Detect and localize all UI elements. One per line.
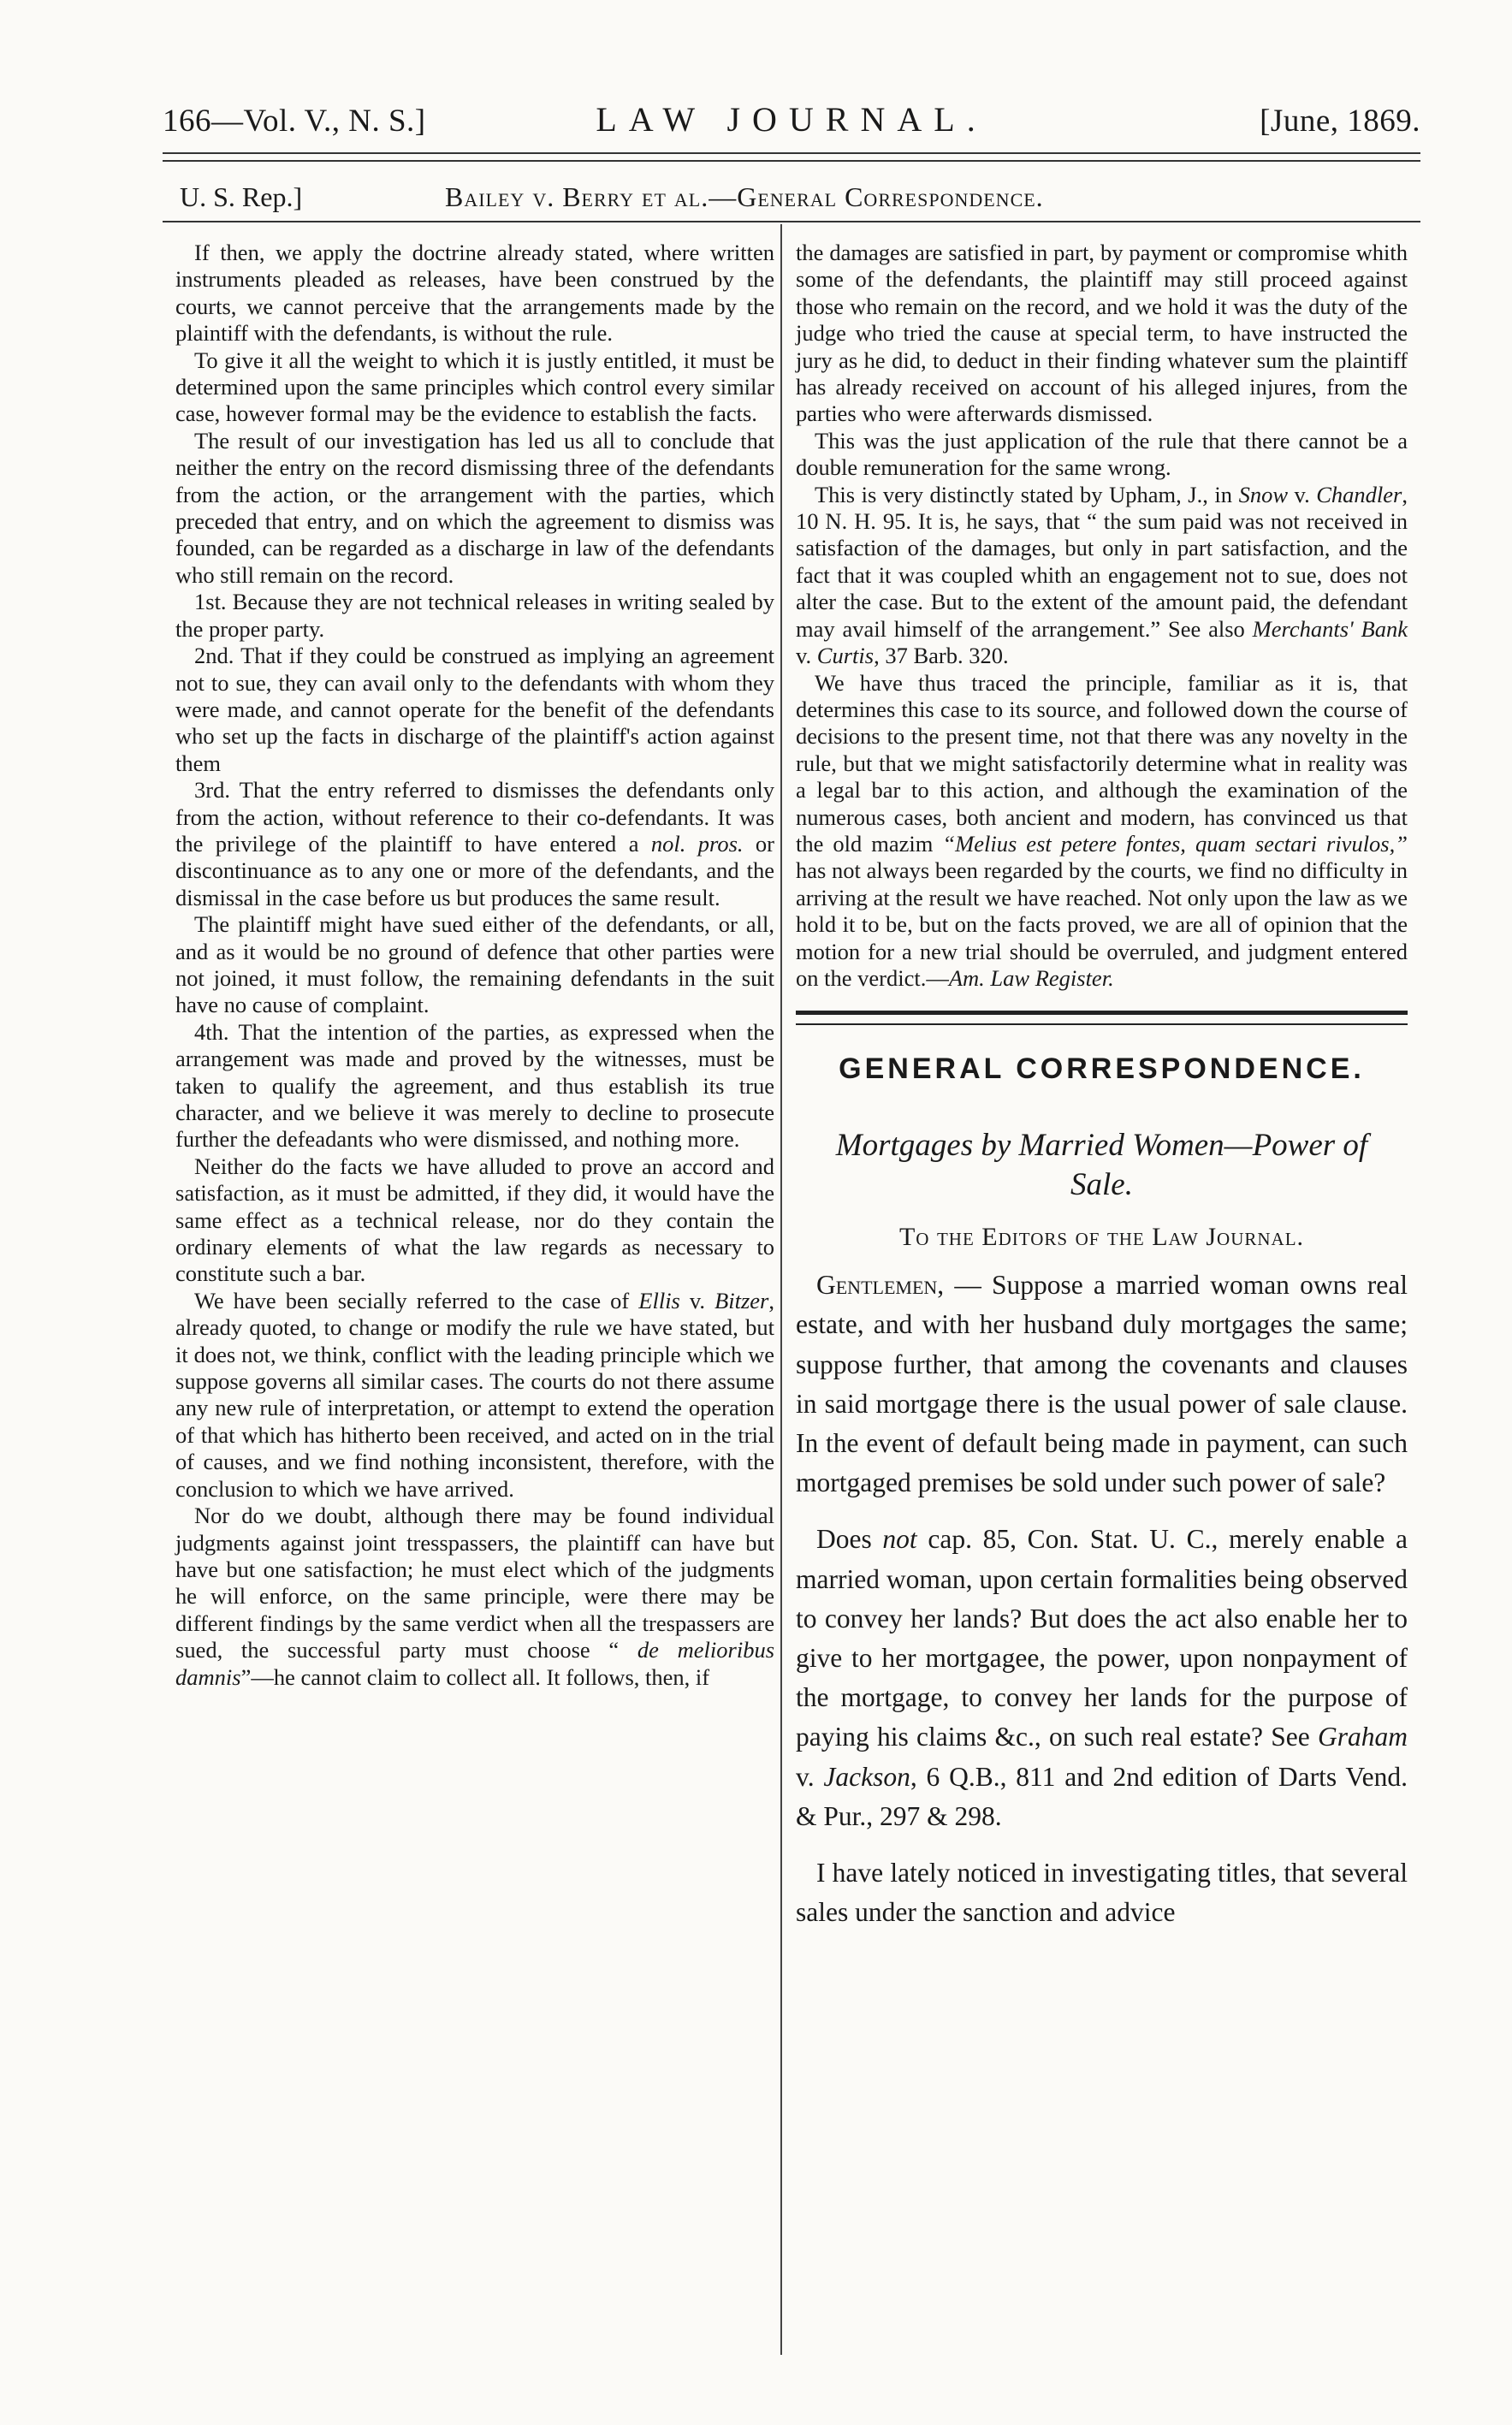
text-run: , 37 Barb. 320. xyxy=(874,643,1009,669)
text-run: has not always been regarded by the courts, we find no difficulty in arriving at the result we have reached. Not only upon the law as we hold it to be, but on the facts proved, we are all of opinion that the motion for a new trial should be overruled, and judgment entered on the verdict.— xyxy=(796,857,1408,991)
italic-run: de melioribus damnis xyxy=(175,1637,775,1690)
article-title: Mortgages by Married Women—Power of Sale. xyxy=(835,1127,1368,1202)
text-run: 3rd. That the entry referred to dismisses the defendants only from the action, without reference to their co-defendants. It was the privilege of the plaintiff to have entered a xyxy=(175,777,774,857)
text-run: v. xyxy=(796,1761,824,1792)
italic-run: Chandler xyxy=(1316,481,1402,507)
paragraph: 4th. That the intention of the parties, as expressed when the arrangement was made and proved by the witnesses, must be taken to qualify the agreement, and thus establish its true character, and we believe it was merely to decline to prosecute further the defeadants who were dismissed, and nothing more. xyxy=(175,1018,774,1153)
section-divider-rule xyxy=(796,1011,1408,1025)
italic-run: Curtis xyxy=(816,643,875,669)
italic-run: Jackson xyxy=(823,1761,910,1792)
italic-run: Ellis xyxy=(638,1287,680,1313)
right-column xyxy=(796,240,1408,1932)
header-double-rule xyxy=(163,152,1420,162)
page-reference: 166—Vol. V., N. S.] xyxy=(163,104,426,139)
paragraph xyxy=(796,1520,1408,1836)
paragraph xyxy=(796,482,1408,670)
italic-run: nol. pros. xyxy=(650,830,744,857)
journal-title: LAW JOURNAL. xyxy=(596,100,987,139)
text-run: v. xyxy=(679,1287,715,1313)
letter-address: To the Editors of the Law Journal. xyxy=(898,1222,1305,1251)
italic-run: Bitzer xyxy=(714,1287,769,1313)
paragraph xyxy=(175,1288,774,1503)
paragraph: This was the just application of the rule that there cannot be a double remuneration for the same wrong. xyxy=(796,427,1408,481)
text-run: , already quoted, to change or modify the rule we have stated, but it does not, we think, conflict with the leading principle which we suppose governs all similar cases. The courts do not there assume any new rule of interpretation, or attempt to extend the operation of that which has hitherto been received, and acted on in the trial of causes, and we find nothing inconsistent, therefore, with the conclusion to which we have arrived. xyxy=(175,1287,774,1502)
paragraph: the damages are satisfied in part, by payment or compromise whith some of the defendants, the plaintiff may still proceed against those who remain on the record, and we hold it was the duty of the judge who tried the cause at special term, to have instructed the jury as he did, to deduct in their finding whatever sum the plaintiff has already received on account of his alleged injures, from the parties who were afterwards dismissed. xyxy=(796,240,1408,427)
paragraph: The result of our investigation has led us all to conclude that neither the entry on the record dismissing three of the defendants from the action, or the arrangement with the parties, which preceded that entry, and on which the agreement to dismiss was founded, can be regarded as a discharge in law of the defendants who still remain on the record. xyxy=(175,427,774,588)
section-head xyxy=(163,178,1420,216)
letter-body xyxy=(796,1266,1408,1932)
paragraph: To give it all the weight to which it is justly entitled, it must be determined upon the same principles which control every similar case, however formal may be the evidence to establish the facts. xyxy=(175,347,774,427)
paragraph: Neither do the facts we have alluded to prove an accord and satisfaction, as it must be admitted, if they did, it would have the same effect as a technical release, nor do they contain the ordinary elements of what the law regards as necessary to constitute such a bar. xyxy=(175,1153,774,1287)
report-label: U. S. Rep.] xyxy=(180,181,303,212)
salutation: Gentlemen, xyxy=(816,1270,945,1301)
section-heading: GENERAL CORRESPONDENCE. xyxy=(839,1052,1365,1086)
text-run: We have been secially referred to the case of xyxy=(194,1287,639,1313)
paragraph: If then, we apply the doctrine already stated, where written instruments pleaded as releases, have been construed by the courts, we cannot perceive that the arrangements made by the plaintiff with the defendants, is without the rule. xyxy=(175,240,774,347)
paragraph xyxy=(175,777,774,911)
column-divider xyxy=(780,224,782,2355)
italic-run: Snow xyxy=(1238,481,1288,507)
text-run: ”—he cannot claim to collect all. It follows, then, if xyxy=(240,1663,710,1690)
paragraph: The plaintiff might have sued either of the defendants, or all, and as it would be no ground of defence that other parties were not joined, it must follow, the remaining defendants in the suit have no cause of complaint. xyxy=(175,911,774,1018)
paragraph xyxy=(175,1503,774,1691)
text-run: , 10 N. H. 95. It is, he says, that “ the sum paid was not received in satisfaction of the damages, but only in part satisfaction, and the fact that it was coupled whith an engagement not to sue, does not alter the case. But to the extent of the amount paid, the defendant may avail himself of the arrangement.” See also xyxy=(796,481,1408,642)
italic-run: “Melius est petere fontes, quam sectari rivulos,” xyxy=(942,830,1408,857)
text-run: This is very distinctly stated by Upham, J., in xyxy=(815,481,1239,507)
text-run: We have thus traced the principle, familiar as it is, that determines this case to its source, and followed down the course of decisions to the present time, not that there was any novelty in the rule, but that we might satisfactorily determine what in reality was a legal bar to this action, and although the examination of the numerous cases, both ancient and modern, has convinced us that the old mazim xyxy=(796,669,1408,857)
running-head xyxy=(163,96,1420,140)
italic-run: Graham xyxy=(1317,1722,1408,1752)
italic-run: Am. Law Register. xyxy=(948,964,1114,991)
section-head-rule xyxy=(163,221,1420,222)
text-run: or discontinuance as to any one or more of the defendants, and the dismissal in the case before us but produces the same result. xyxy=(175,830,774,910)
text-run: v. xyxy=(1288,481,1317,507)
left-column xyxy=(175,240,774,1691)
text-run: , 6 Q.B., 811 and 2nd edition of Darts Vend. & Pur., 297 & 298. xyxy=(796,1761,1408,1831)
text-run: v. xyxy=(796,643,817,669)
paragraph: 1st. Because they are not technical releases in writing sealed by the proper party. xyxy=(175,589,774,642)
issue-date: [June, 1869. xyxy=(1260,104,1420,139)
paragraph xyxy=(796,1266,1408,1503)
italic-run: not xyxy=(882,1524,917,1555)
text-run: Nor do we doubt, although there may be found individual judgments against joint tresspassers, the plaintiff can have but have but one satisfaction; he must elect which of the judgments he will enforce, on the same principle, were there may be different findings by the same verdict when all the trespassers are sued, the successful party must choose “ xyxy=(175,1503,774,1663)
paragraph: I have lately noticed in investigating titles, that several sales under the sanction and advice xyxy=(796,1858,1408,1928)
italic-run: Merchants' Bank xyxy=(1252,615,1408,642)
text-run: cap. 85, Con. Stat. U. C., merely enable a married woman, upon certain formalities being observed to convey her lands? But does the act also enable her to give to her mortgagee, the power, upon nonpayment of the mortgage, to convey her lands for the purpose of paying his claims &c., on such real estate? See xyxy=(796,1524,1408,1752)
paragraph xyxy=(796,670,1408,993)
text-run: — Suppose a married woman owns real estate, and with her husband duly mortgages the same; suppose further, that among the covenants and clauses in said mortgage there is the usual power of sale clause. In the event of default being made in payment, can such mortgaged premises be sold under such power of sale? xyxy=(796,1270,1408,1498)
paragraph: 2nd. That if they could be construed as implying an agreement not to sue, they can avail only to the defendants with whom they were made, and cannot operate for the benefit of the defendants who set up the facts in discharge of the plaintiff's action against them xyxy=(175,643,774,776)
case-title: Bailey v. Berry et al.—General Correspondence. xyxy=(445,181,1044,212)
text-run: Does xyxy=(816,1524,883,1555)
